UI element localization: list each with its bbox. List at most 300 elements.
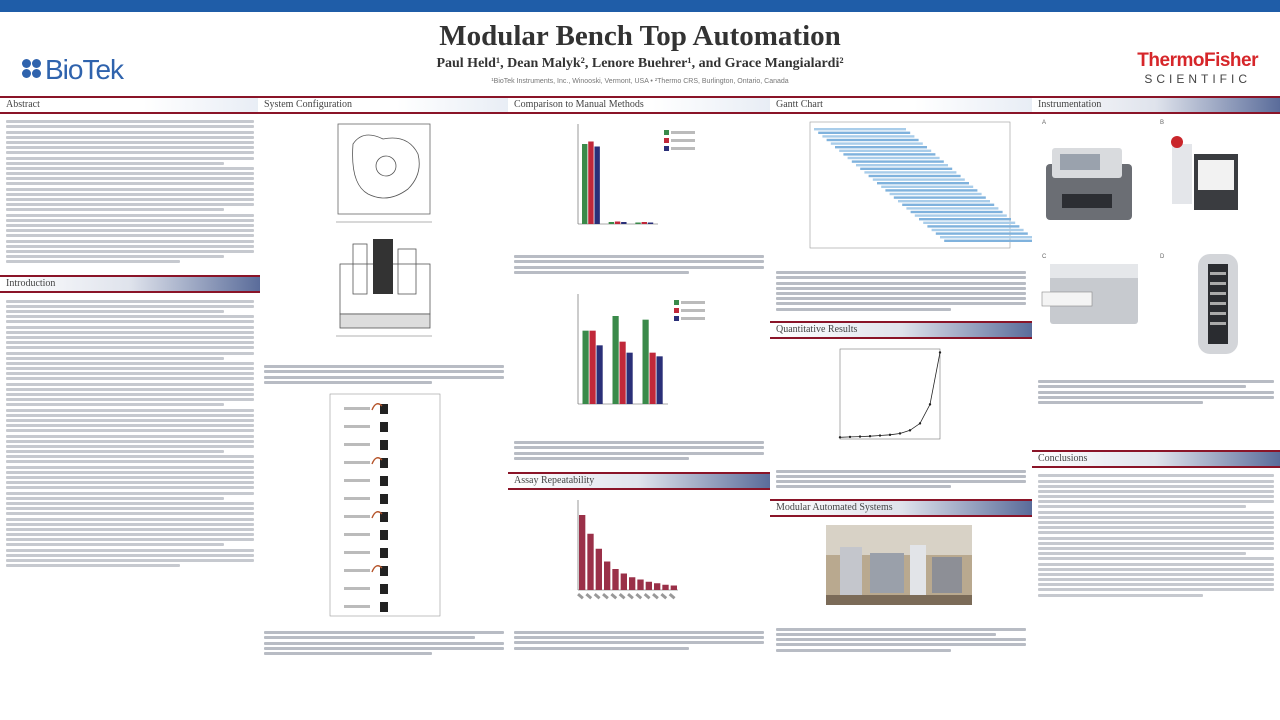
caption-text-line (1038, 396, 1274, 399)
bar (650, 353, 656, 404)
step-label (344, 461, 370, 464)
introduction-text-line (6, 460, 254, 463)
plot-frame (840, 349, 940, 439)
caption-text-line (1038, 385, 1246, 388)
legend-label (671, 147, 695, 150)
abstract-text-line (6, 193, 254, 196)
gantt-bar (852, 160, 944, 162)
gantt-bar (906, 207, 998, 209)
bar (629, 577, 635, 590)
column-2 (258, 96, 510, 716)
caption-text-line (776, 297, 1026, 300)
abstract-text-line (6, 214, 254, 217)
introduction-text-line (6, 523, 254, 526)
caption-text-line (776, 649, 951, 652)
caption-text-line (776, 276, 1026, 279)
bar (620, 342, 626, 404)
bar (596, 549, 602, 590)
conclusions-body (1032, 468, 1280, 603)
introduction-text-line (6, 310, 224, 313)
plate-icon (380, 476, 388, 486)
legend-swatch (674, 300, 679, 305)
caption-text-line (776, 485, 951, 488)
chart-comparison-1 (508, 114, 770, 244)
abstract-text-line (6, 167, 254, 170)
top-color-bar (0, 0, 1280, 12)
abstract-text-line (6, 229, 254, 232)
legend-swatch (664, 138, 669, 143)
x-tick-label (602, 593, 609, 599)
instrument-label-b: B (1160, 120, 1165, 126)
introduction-text-line (6, 398, 254, 401)
abstract-text-line (6, 260, 180, 263)
introduction-text-line (6, 372, 254, 375)
caption-text-line (514, 446, 764, 449)
plate-icon (380, 584, 388, 594)
abstract-text-line (6, 182, 254, 185)
legend-swatch (664, 130, 669, 135)
abstract-text-line (6, 120, 254, 123)
introduction-text-line (6, 367, 254, 370)
gantt-bar (881, 186, 973, 188)
legend-swatch (674, 308, 679, 313)
introduction-text-line (6, 383, 254, 386)
gantt-bar (877, 182, 969, 184)
thermofisher-logo-line1: ThermoFisher (1137, 50, 1258, 71)
introduction-text-line (6, 409, 254, 412)
caption-text-line (514, 641, 764, 644)
bar (642, 222, 647, 224)
introduction-text-line (6, 419, 254, 422)
conclusions-text-line (1038, 521, 1274, 524)
introduction-text-line (6, 357, 224, 360)
comparison-caption-1 (508, 249, 770, 280)
introduction-text-line (6, 300, 254, 303)
step-label (344, 479, 370, 482)
introduction-text-line (6, 564, 180, 567)
conclusions-text-line (1038, 500, 1274, 503)
bar (671, 585, 677, 590)
caption-text-line (514, 260, 764, 263)
gantt-bar (885, 189, 977, 191)
x-tick-label (594, 593, 601, 599)
introduction-body (0, 293, 260, 573)
caption-text-line (776, 282, 1026, 285)
gantt-bar (911, 211, 1003, 213)
introduction-text-line (6, 336, 254, 339)
bar (583, 331, 589, 404)
gantt-bar (898, 200, 990, 202)
instrumentation-caption (1032, 374, 1280, 410)
introduction-text-line (6, 466, 254, 469)
thermofisher-logo-line2: SCIENTIFIC (1144, 72, 1251, 86)
bar (587, 534, 593, 590)
conclusions-text-line (1038, 485, 1274, 488)
gantt-bar (814, 128, 906, 130)
conclusions-text-line (1038, 480, 1274, 483)
caption-text-line (264, 376, 504, 379)
abstract-text-line (6, 172, 254, 175)
gantt-bar (919, 218, 1011, 220)
conclusions-text-line (1038, 511, 1274, 514)
gantt-bar (827, 139, 919, 141)
conclusions-text-line (1038, 588, 1274, 591)
repeatability-caption (508, 625, 770, 656)
step-label (344, 443, 370, 446)
introduction-text-line (6, 528, 254, 531)
introduction-text-line (6, 352, 254, 355)
introduction-text-line (6, 450, 224, 453)
gantt-bar (864, 171, 956, 173)
caption-text-line (776, 633, 996, 636)
conclusions-text-line (1038, 552, 1246, 555)
column-3 (508, 96, 770, 716)
caption-text-line (264, 647, 504, 650)
introduction-text-line (6, 492, 254, 495)
bar (621, 573, 627, 590)
caption-text-line (1038, 401, 1203, 404)
introduction-text-line (6, 549, 254, 552)
gantt-bar (894, 196, 986, 198)
bar (627, 353, 633, 404)
introduction-text-line (6, 414, 254, 417)
caption-text-line (264, 652, 432, 655)
introduction-text-line (6, 533, 254, 536)
instrument-label-a: A (1042, 120, 1047, 126)
abstract-text-line (6, 219, 254, 222)
conclusions-text-line (1038, 583, 1274, 586)
instrument-label-c: C (1042, 254, 1047, 260)
poster-header (0, 12, 1280, 96)
biotek-logo-text: BioTek (45, 54, 124, 85)
legend-label (671, 139, 695, 142)
abstract-text-line (6, 198, 254, 201)
introduction-text-line (6, 315, 254, 318)
bar (643, 320, 649, 404)
introduction-text-line (6, 554, 254, 557)
bar (582, 144, 587, 224)
plate-icon (380, 440, 388, 450)
step-label (344, 533, 370, 536)
column-1 (0, 96, 260, 716)
bar (612, 569, 618, 590)
introduction-text-line (6, 538, 254, 541)
section-title-quantitative-results: Quantitative Results (770, 321, 1032, 339)
x-tick-label (577, 593, 584, 599)
modular-systems-caption (770, 622, 1032, 658)
introduction-text-line (6, 362, 254, 365)
bar (635, 223, 640, 225)
abstract-body (0, 114, 260, 269)
introduction-text-line (6, 518, 254, 521)
gantt-bar (869, 175, 961, 177)
legend-swatch (674, 316, 679, 321)
x-tick-label (619, 593, 626, 599)
bar (654, 583, 660, 590)
legend-label (671, 131, 695, 134)
bar (597, 345, 603, 404)
caption-text-line (776, 470, 1026, 473)
bar (588, 142, 593, 225)
introduction-text-line (6, 305, 254, 308)
section-title-abstract: Abstract (0, 96, 260, 114)
poster-title: Modular Bench Top Automation (439, 20, 841, 52)
quantitative-caption (770, 464, 1032, 495)
plate-icon (380, 602, 388, 612)
gantt-bar (936, 232, 1028, 234)
gantt-bar (856, 164, 948, 166)
instrument-photos (1032, 114, 1280, 374)
plate-icon (380, 422, 388, 432)
introduction-text-line (6, 388, 254, 391)
abstract-text-line (6, 250, 254, 253)
caption-text-line (776, 302, 1026, 305)
abstract-text-line (6, 188, 254, 191)
legend-label (681, 317, 705, 320)
introduction-text-line (6, 502, 254, 505)
gantt-bar (843, 153, 935, 155)
abstract-text-line (6, 162, 224, 165)
caption-text-line (776, 287, 1026, 290)
caption-text-line (514, 631, 764, 634)
abstract-text-line (6, 224, 254, 227)
conclusions-text-line (1038, 505, 1246, 508)
caption-text-line (264, 631, 504, 634)
caption-text-line (264, 365, 504, 368)
introduction-text-line (6, 445, 254, 448)
introduction-text-line (6, 486, 254, 489)
gantt-bar (890, 193, 982, 195)
abstract-text-line (6, 255, 224, 258)
gantt-bar (860, 168, 952, 170)
x-tick-label (610, 593, 617, 599)
section-title-system-configuration: System Configuration (258, 96, 510, 114)
abstract-text-line (6, 136, 254, 139)
gantt-bar (839, 150, 931, 152)
conclusions-text-line (1038, 573, 1274, 576)
plate-icon (380, 494, 388, 504)
introduction-text-line (6, 320, 254, 323)
conclusions-text-line (1038, 557, 1274, 560)
caption-text-line (776, 475, 1026, 478)
caption-text-line (264, 370, 504, 373)
caption-text-line (514, 452, 764, 455)
introduction-text-line (6, 346, 254, 349)
gantt-bar (923, 222, 1015, 224)
introduction-text-line (6, 481, 254, 484)
conclusions-text-line (1038, 495, 1274, 498)
gantt-bar (873, 178, 965, 180)
caption-text-line (776, 643, 1026, 646)
thermofisher-logo (1137, 50, 1258, 86)
conclusions-text-line (1038, 578, 1274, 581)
step-label (344, 551, 370, 554)
system-configuration-schematic (258, 114, 510, 354)
abstract-text-line (6, 131, 254, 134)
introduction-text-line (6, 455, 254, 458)
caption-text-line (264, 642, 504, 645)
caption-text-line (514, 636, 764, 639)
caption-text-line (514, 255, 764, 258)
step-label (344, 497, 370, 500)
gantt-chart (770, 114, 1032, 260)
bar (604, 561, 610, 590)
assay-workflow-caption (258, 625, 510, 661)
gantt-bar (902, 204, 994, 206)
introduction-text-line (6, 476, 254, 479)
conclusions-text-line (1038, 568, 1274, 571)
gantt-bar (932, 229, 1024, 231)
conclusions-text-line (1038, 531, 1274, 534)
bar (579, 515, 585, 590)
caption-text-line (776, 480, 1026, 483)
abstract-text-line (6, 151, 254, 154)
bar (646, 582, 652, 590)
column-5 (1032, 96, 1280, 716)
x-tick-label (660, 593, 667, 599)
step-label (344, 587, 370, 590)
caption-text-line (776, 308, 951, 311)
modular-system-photo (770, 517, 1032, 617)
caption-text-line (264, 636, 475, 639)
gantt-bar (940, 236, 1032, 238)
caption-text-line (1038, 380, 1274, 383)
conclusions-text-line (1038, 542, 1274, 545)
caption-text-line (514, 271, 689, 274)
gantt-caption (770, 265, 1032, 317)
introduction-text-line (6, 507, 254, 510)
bar (613, 316, 619, 404)
bar (609, 222, 614, 224)
gantt-bar (835, 146, 927, 148)
x-tick-label (627, 593, 634, 599)
introduction-text-line (6, 512, 254, 515)
bar (637, 579, 643, 590)
introduction-text-line (6, 403, 224, 406)
plate-icon (380, 530, 388, 540)
introduction-text-line (6, 393, 254, 396)
bar (662, 585, 668, 590)
abstract-text-line (6, 146, 254, 149)
introduction-text-line (6, 326, 254, 329)
chart-quantitative-results (770, 339, 1032, 459)
caption-text-line (1038, 391, 1274, 394)
bar (615, 222, 620, 225)
section-title-assay-repeatability: Assay Repeatability (508, 472, 770, 490)
instrument-photos-art (1032, 114, 1280, 374)
x-tick-label (644, 593, 651, 599)
gantt-bar (927, 225, 1019, 227)
abstract-text-line (6, 240, 254, 243)
instrument-label-d: D (1160, 254, 1165, 260)
gantt-bar (831, 142, 923, 144)
gantt-bar (915, 214, 1007, 216)
abstract-text-line (6, 125, 254, 128)
x-tick-label (669, 593, 676, 599)
introduction-text-line (6, 429, 254, 432)
step-label (344, 569, 370, 572)
series-line (840, 352, 940, 437)
step-label (344, 515, 370, 518)
caption-text-line (776, 628, 1026, 631)
legend-label (681, 309, 705, 312)
chart-comparison-2 (508, 280, 770, 430)
conclusions-text-line (1038, 563, 1274, 566)
x-tick-label (652, 593, 659, 599)
step-label (344, 605, 370, 608)
system-configuration-caption (258, 359, 510, 390)
introduction-text-line (6, 377, 254, 380)
comparison-caption-2 (508, 435, 770, 466)
caption-text-line (514, 441, 764, 444)
abstract-text-line (6, 234, 254, 237)
bar (590, 331, 596, 404)
introduction-text-line (6, 471, 254, 474)
abstract-text-line (6, 208, 224, 211)
bar (657, 356, 663, 404)
conclusions-text-line (1038, 474, 1274, 477)
section-title-conclusions: Conclusions (1032, 450, 1280, 468)
introduction-text-line (6, 341, 254, 344)
conclusions-text-line (1038, 526, 1274, 529)
legend-label (681, 301, 705, 304)
section-title-instrumentation: Instrumentation (1032, 96, 1280, 114)
bar (594, 147, 599, 225)
conclusions-text-line (1038, 490, 1274, 493)
abstract-text-line (6, 157, 254, 160)
abstract-text-line (6, 245, 254, 248)
section-title-comparison: Comparison to Manual Methods (508, 96, 770, 114)
gantt-bar (822, 135, 914, 137)
gantt-bar (818, 132, 910, 134)
gantt-bar (848, 157, 940, 159)
bar (621, 222, 626, 224)
section-title-modular-systems: Modular Automated Systems (770, 499, 1032, 517)
conclusions-text-line (1038, 594, 1203, 597)
poster-affiliation: ¹BioTek Instruments, Inc., Winooski, Vermont, USA • ²Thermo CRS, Burlington, Ontario, Canada (491, 78, 789, 85)
introduction-text-line (6, 435, 254, 438)
bar (648, 223, 653, 225)
step-label (344, 425, 370, 428)
assay-workflow-diagram (258, 390, 510, 620)
x-tick-label (635, 593, 642, 599)
introduction-text-line (6, 424, 254, 427)
caption-text-line (514, 266, 764, 269)
section-title-gantt-chart: Gantt Chart (770, 96, 1032, 114)
chart-assay-repeatability (508, 490, 770, 620)
x-tick-label (585, 593, 592, 599)
plate-icon (380, 548, 388, 558)
caption-text-line (776, 271, 1026, 274)
section-title-introduction: Introduction (0, 275, 260, 293)
caption-text-line (776, 292, 1026, 295)
caption-text-line (514, 647, 689, 650)
abstract-text-line (6, 177, 254, 180)
legend-swatch (664, 146, 669, 151)
conclusions-text-line (1038, 537, 1274, 540)
introduction-text-line (6, 559, 254, 562)
step-label (344, 407, 370, 410)
introduction-text-line (6, 543, 224, 546)
introduction-text-line (6, 497, 224, 500)
caption-text-line (264, 381, 432, 384)
gantt-bar (944, 240, 1032, 242)
abstract-text-line (6, 203, 254, 206)
caption-text-line (776, 638, 1026, 641)
column-4 (770, 96, 1032, 716)
abstract-text-line (6, 141, 254, 144)
introduction-text-line (6, 440, 254, 443)
